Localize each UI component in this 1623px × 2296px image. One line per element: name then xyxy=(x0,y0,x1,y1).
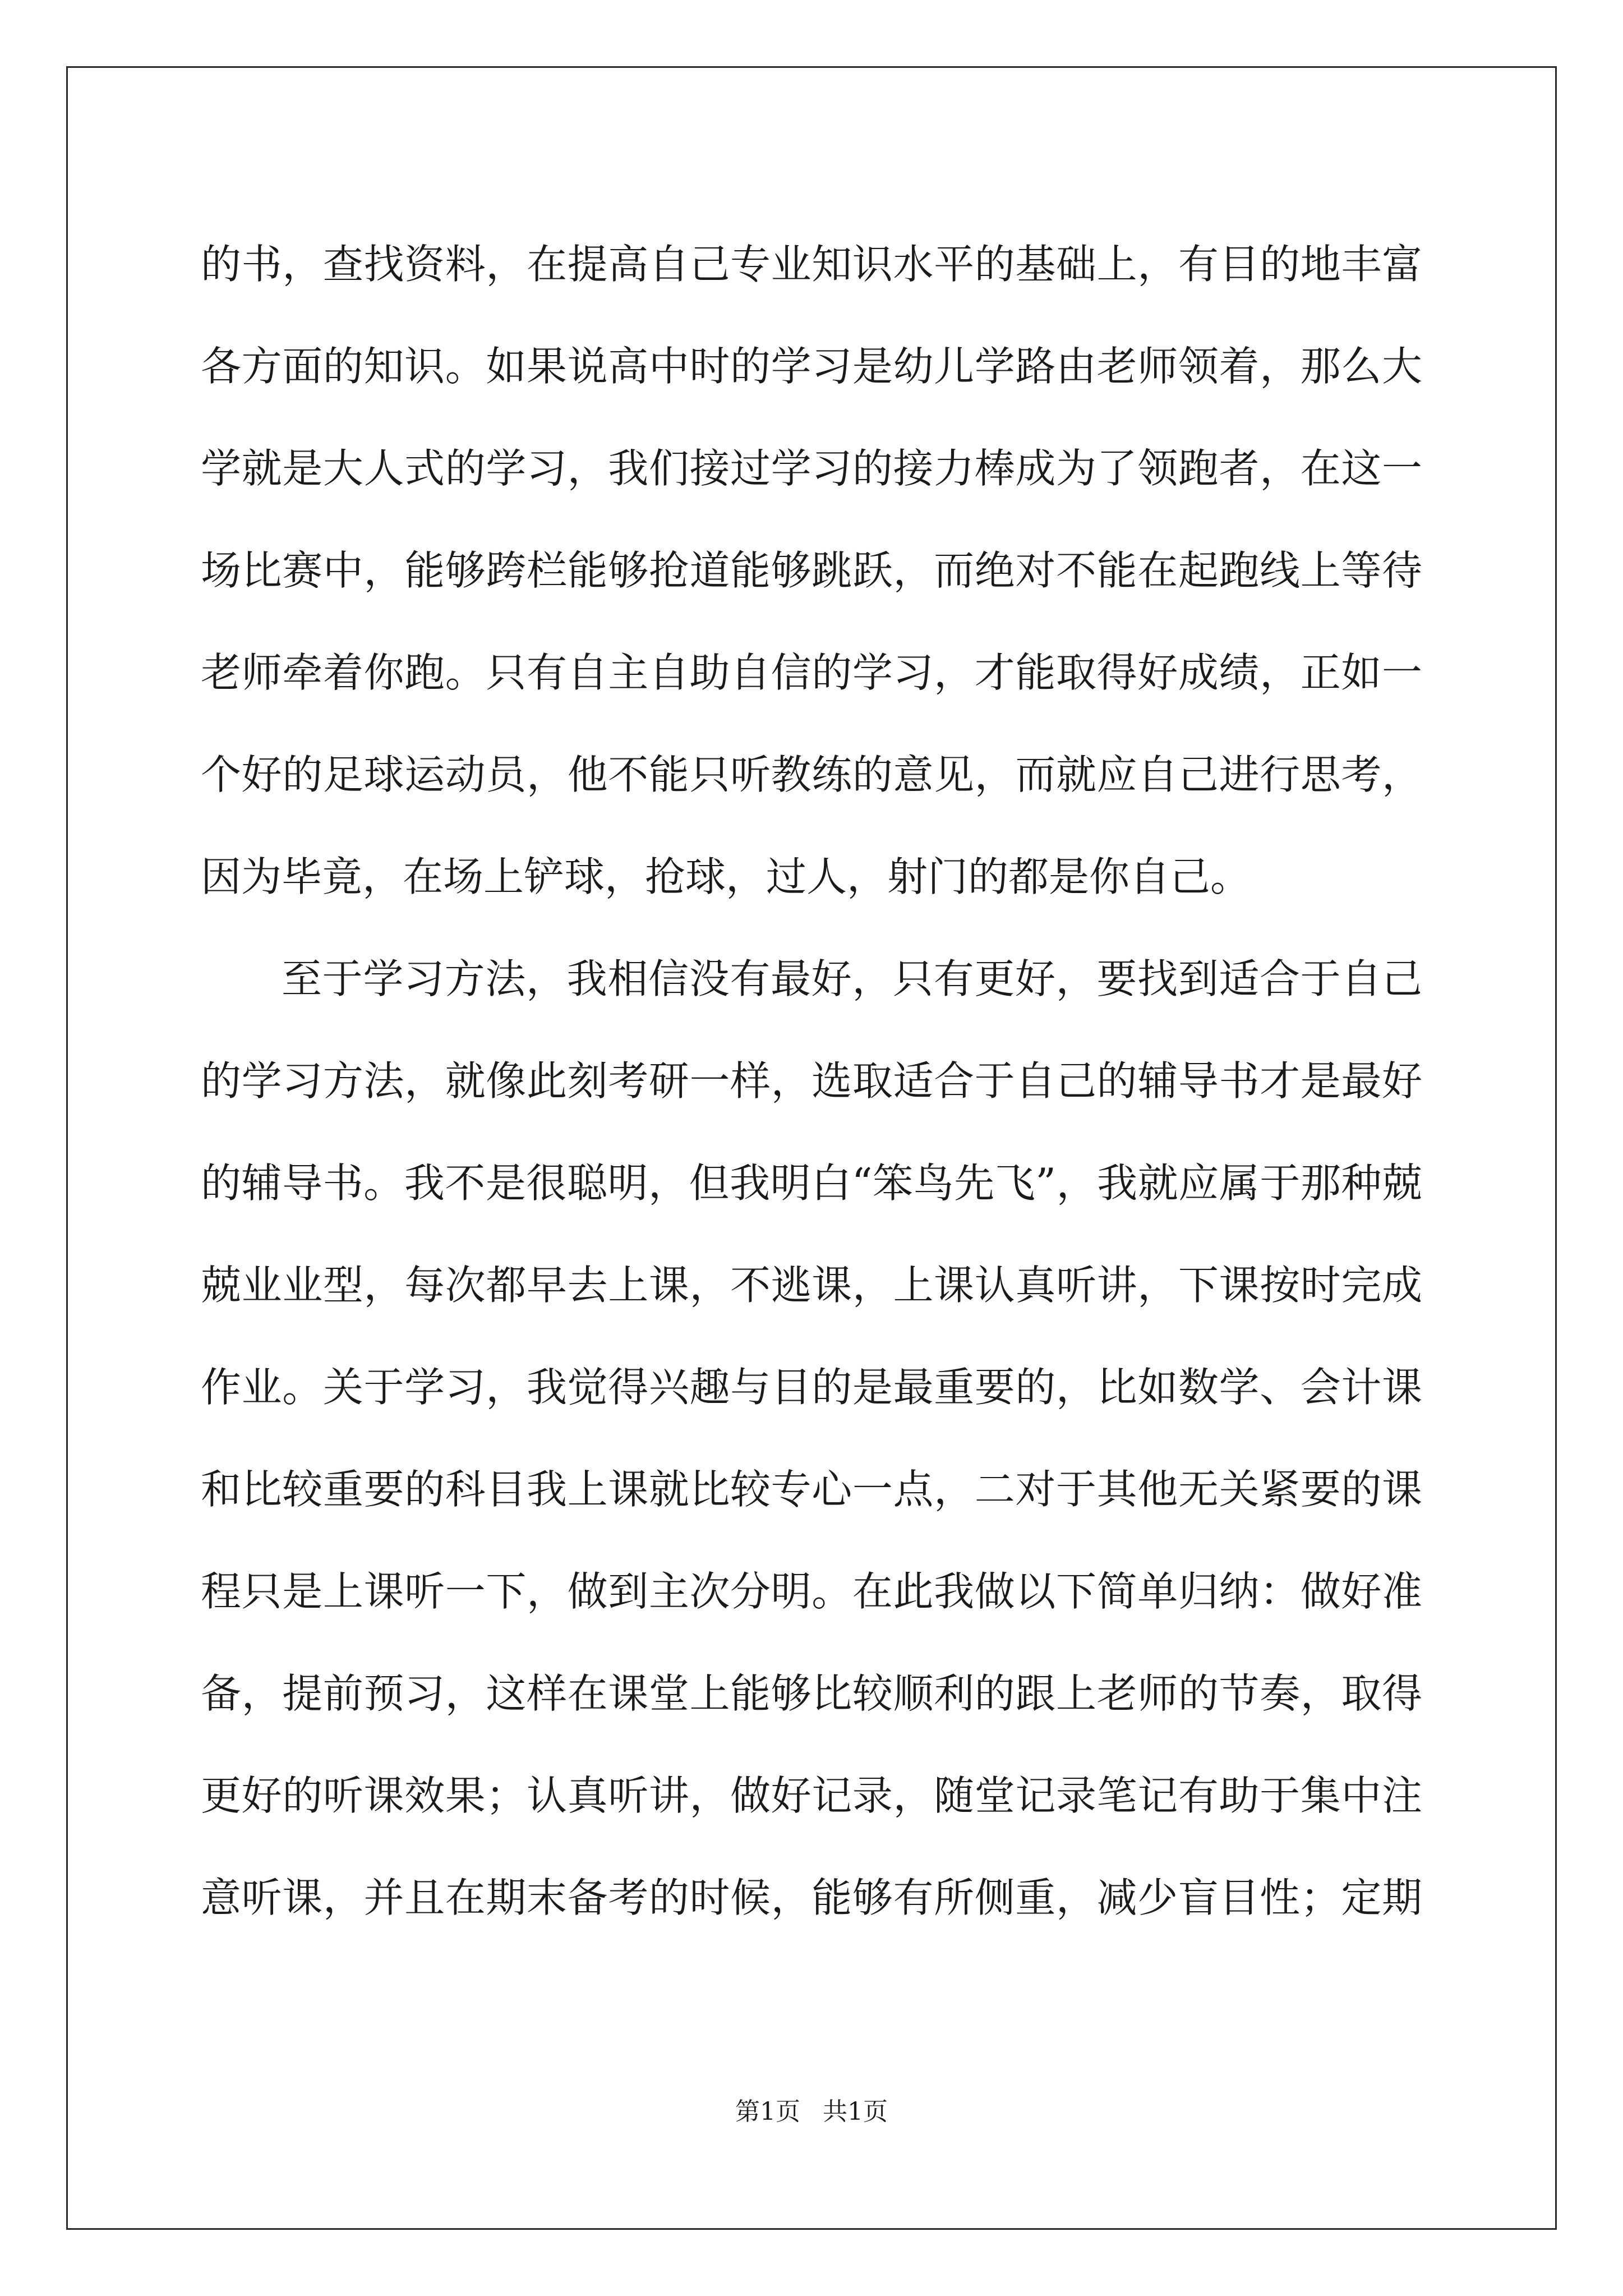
paragraph xyxy=(201,213,1422,928)
page-number-total: 共1页 xyxy=(823,2097,888,2126)
text-line: 和比较重要的科目我上课就比较专心一点，二对于其他无关紧要的课 xyxy=(201,1466,1422,1513)
text-line: 程只是上课听一下，做到主次分明。在此我做以下简单归纳：做好准 xyxy=(201,1568,1422,1615)
text-line: 作业。关于学习，我觉得兴趣与目的是最重要的，比如数学、会计课 xyxy=(201,1364,1422,1411)
text-line: 因为毕竟，在场上铲球，抢球，过人，射门的都是你自己。 xyxy=(201,853,1251,900)
page-footer xyxy=(0,2095,1623,2129)
text-line: 各方面的知识。如果说高中时的学习是幼儿学路由老师领着，那么大 xyxy=(201,343,1422,390)
text-line: 个好的足球运动员，他不能只听教练的意见，而就应自己进行思考， xyxy=(201,751,1422,798)
text-line: 至于学习方法，我相信没有最好，只有更好，要找到适合于自己 xyxy=(282,955,1422,1002)
text-line: 兢业业型，每次都早去上课，不逃课，上课认真听讲，下课按时完成 xyxy=(201,1262,1422,1309)
text-line: 学就是大人式的学习，我们接过学习的接力棒成为了领跑者，在这一 xyxy=(201,445,1422,492)
text-line: 更好的听课效果；认真听讲，做好记录，随堂记录笔记有助于集中注 xyxy=(201,1772,1422,1819)
page-number-current: 第1页 xyxy=(735,2097,800,2126)
text-line: 老师牵着你跑。只有自主自助自信的学习，才能取得好成绩，正如一 xyxy=(201,649,1422,696)
text-line: 的学习方法，就像此刻考研一样，选取适合于自己的辅导书才是最好 xyxy=(201,1057,1422,1105)
text-line: 的辅导书。我不是很聪明，但我明白“笨鸟先飞”，我就应属于那种兢 xyxy=(201,1159,1422,1207)
document-body xyxy=(201,213,1422,1949)
text-line: 的书，查找资料，在提高自己专业知识水平的基础上，有目的地丰富 xyxy=(201,241,1422,288)
text-line: 场比赛中，能够跨栏能够抢道能够跳跃，而绝对不能在起跑线上等待 xyxy=(201,547,1422,594)
text-line: 意听课，并且在期末备考的时候，能够有所侧重，减少盲目性；定期 xyxy=(201,1874,1422,1921)
text-line: 备，提前预习，这样在课堂上能够比较顺利的跟上老师的节奏，取得 xyxy=(201,1670,1422,1717)
paragraph xyxy=(201,928,1422,1949)
